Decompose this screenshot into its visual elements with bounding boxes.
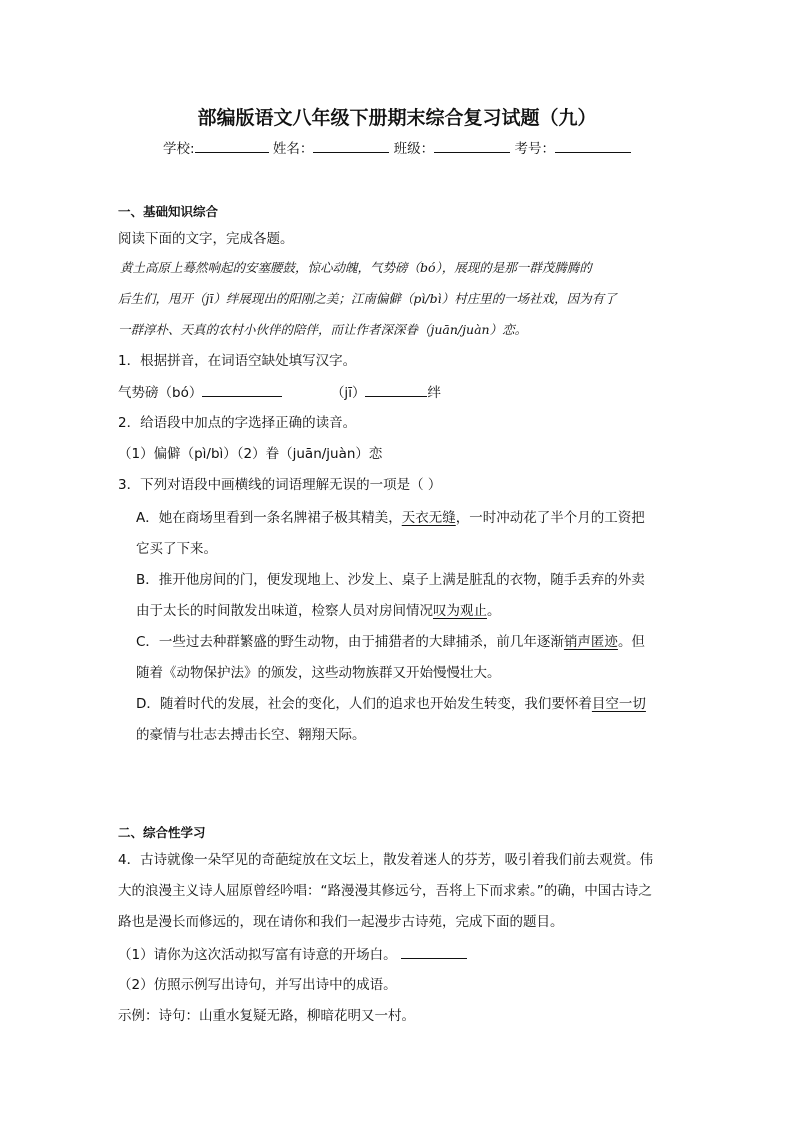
class-label: 班级：	[393, 141, 435, 157]
option-c[interactable]	[136, 632, 645, 652]
passage-line: 一群淳朴、天真的农村小伙伴的陪伴，而让作者深深眷（juān/juàn）恋。	[118, 322, 528, 337]
underlined-phrase: 天衣无缝	[401, 510, 456, 526]
q1-item-a: 气势磅（bó）	[118, 385, 203, 401]
q1-item-b-suffix: 绊	[427, 385, 441, 401]
underlined-phrase: 目空一切	[591, 696, 646, 712]
option-a-text: ，一时冲动花了半个月的工资把	[455, 510, 645, 526]
section2-heading: 二、综合性学习	[118, 825, 206, 840]
option-b-text: 由于太长的时间散发出味道，检察人员对房间情况	[136, 603, 433, 619]
question-1-answer-line	[118, 382, 441, 403]
question-4-2: （2）仿照示例写出诗句，并写出诗中的成语。	[118, 977, 397, 993]
exam-no-label: 考号：	[514, 141, 555, 157]
question-2-items: （1）偏僻（pì/bì）（2）眷（juān/juàn）恋	[118, 446, 383, 462]
option-d[interactable]	[136, 694, 646, 714]
q4-1-answer-blank[interactable]	[401, 944, 467, 959]
question-4-1	[118, 944, 467, 965]
name-blank[interactable]	[313, 138, 389, 153]
question-4-line: 路也是漫长而修远的，现在请你和我们一起漫步古诗苑，完成下面的题目。	[118, 914, 564, 930]
option-c-text: 。但	[617, 634, 645, 650]
question-2: 2．给语段中加点的字选择正确的读音。	[118, 415, 357, 431]
passage-line: 黄土高原上蓦然响起的安塞腰鼓，惊心动魄，气势磅（bó），展现的是那一群茂腾腾的	[120, 260, 592, 275]
q1-blank-b[interactable]	[365, 382, 427, 397]
example-line: 示例：诗句：山重水复疑无路，柳暗花明又一村。	[118, 1008, 415, 1024]
class-blank[interactable]	[434, 138, 510, 153]
question-4-line: 大的浪漫主义诗人屈原曾经吟唱：“路漫漫其修远兮，吾将上下而求索。”的确，中国古诗之	[118, 883, 652, 899]
q1-blank-a[interactable]	[202, 382, 282, 397]
section1-heading: 一、基础知识综合	[118, 204, 219, 219]
option-b-cont	[136, 601, 501, 621]
underlined-phrase: 叹为观止	[433, 603, 487, 619]
school-label: 学校:	[163, 141, 195, 157]
school-blank[interactable]	[195, 138, 269, 153]
q1-item-b: （jī）	[330, 385, 366, 401]
option-d-text: D．随着时代的发展，社会的变化，人们的追求也开始发生转变，我们要怀着	[136, 696, 592, 712]
question-4-line: 4．古诗就像一朵罕见的奇葩绽放在文坛上，散发着迷人的芬芳，吸引着我们前去观赏。伟	[118, 852, 654, 868]
page-title: 部编版语文八年级下册期末综合复习试题（九）	[197, 107, 597, 129]
option-a-text: A．她在商场里看到一条名牌裙子极其精美，	[136, 510, 402, 526]
passage-line: 后生们，甩开（jī）绊展现出的阳刚之美；江南偏僻（pì/bì）村庄里的一场社戏，因为有了	[118, 291, 617, 306]
question-1: 1．根据拼音，在词语空缺处填写汉字。	[118, 353, 357, 369]
option-b[interactable]: B．推开他房间的门，便发现地上、沙发上、桌子上满是脏乱的衣物，随手丢弃的外卖	[136, 572, 645, 588]
option-c-cont: 随着《动物保护法》的颁发，这些动物族群又开始慢慢壮大。	[136, 665, 501, 681]
section1-instruction: 阅读下面的文字，完成各题。	[118, 231, 294, 247]
exam-no-blank[interactable]	[555, 138, 631, 153]
option-b-text: 。	[487, 603, 501, 619]
option-a-cont: 它买了下来。	[136, 541, 217, 557]
student-info-line	[0, 138, 794, 159]
question-3: 3．下列对语段中画横线的词语理解无误的一项是（ ）	[118, 477, 442, 493]
option-c-text: C．一些过去种群繁盛的野生动物，由于捕猎者的大肆捕杀，前几年逐渐	[136, 634, 564, 650]
name-label: 姓名：	[272, 141, 314, 157]
option-a[interactable]	[136, 508, 645, 528]
underlined-phrase: 销声匿迹	[563, 634, 618, 650]
option-d-cont: 的豪情与壮志去搏击长空、翱翔天际。	[136, 727, 366, 743]
question-4-1-text: （1）请你为这次活动拟写富有诗意的开场白。	[118, 947, 397, 963]
